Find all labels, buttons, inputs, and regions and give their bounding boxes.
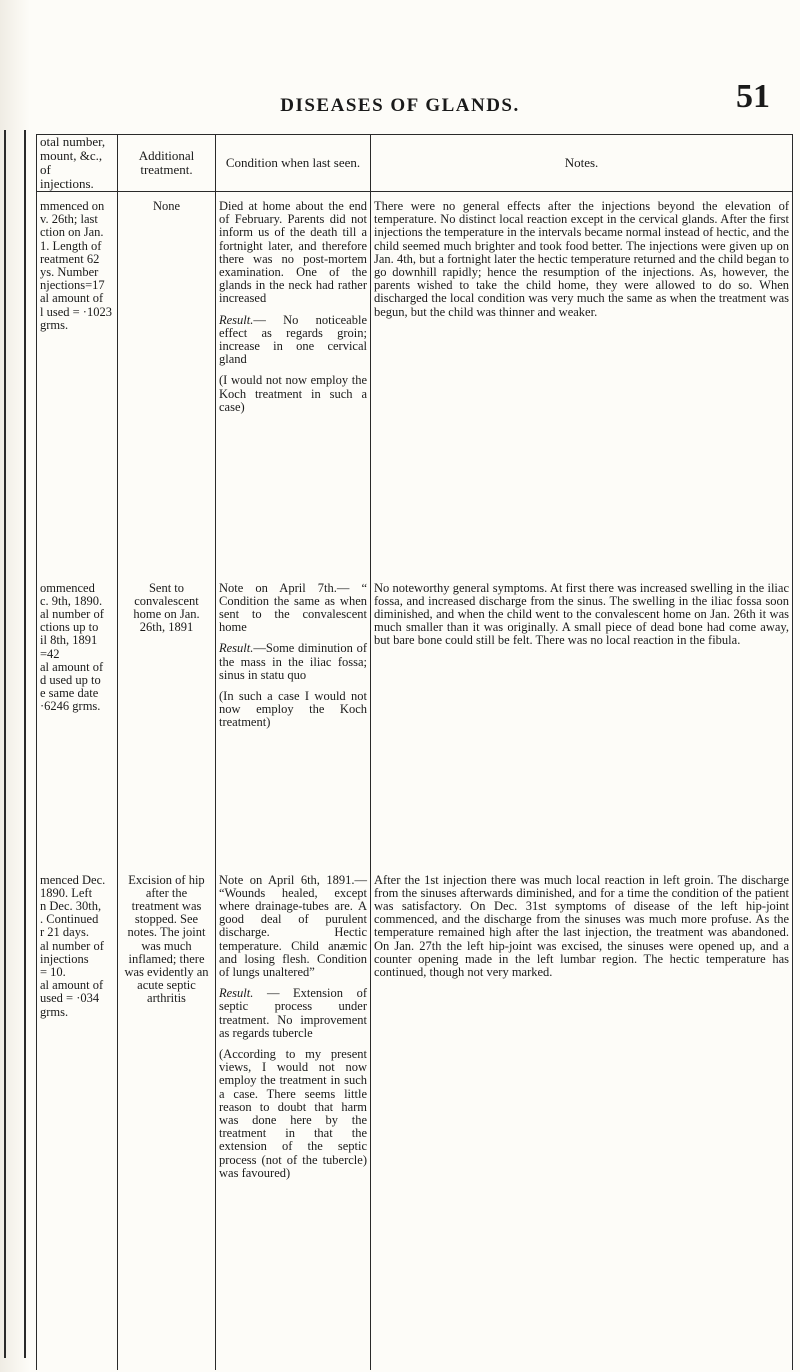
result-line	[219, 314, 367, 367]
header-injections: otal number, mount, &c., of injections.	[37, 135, 118, 192]
result-text: — Extension of septic process under treatment. No improvement as regards tubercle	[219, 986, 367, 1040]
filler-cell	[371, 1196, 793, 1371]
filler-cell	[216, 1196, 371, 1371]
cell-treatment	[118, 866, 216, 1196]
cell-condition	[216, 574, 371, 866]
cell-injections	[37, 574, 118, 866]
cell-condition	[216, 866, 371, 1196]
table-header-row	[37, 135, 793, 192]
case-table	[36, 134, 793, 1370]
injections-text: ommenced c. 9th, 1890. al number of ctions up to il 8th, 1891 =42 al amount of d used up to e same date ·6246 grms.	[40, 580, 104, 714]
case-table-wrapper	[36, 134, 792, 1370]
treatment-text: Excision of hip after the treatment was stopped. See notes. The joint was much inflamed; there was evidently an acute septic arthritis	[124, 872, 209, 1006]
author-note: (In such a case I would not now employ the Koch treatment)	[219, 688, 367, 730]
author-note: (According to my present views, I would not now employ the treatment in such a case. There seems little reason to doubt that harm was done here by the treatment in that the extension of the septic process (not of the tubercle) was favoured)	[219, 1046, 367, 1180]
cell-condition	[216, 192, 371, 574]
treatment-text: Sent to convalescent home on Jan. 26th, 1891	[133, 580, 200, 635]
filler-cell	[37, 1196, 118, 1371]
notes-text: After the 1st injection there was much local reaction in left groin. The discharge from the sinuses afterwards diminished, and for a time the condition of the patient was satisfactory. On Dec. 31st symptoms of disease of the left hip-joint commenced, and the discharge from the sinuses was much more profuse. As the temperature remained high after the last injection, the treatment was abandoned. On Jan. 27th the left hip-joint was excised, the sinuses were opened up, and a counter opening made in the left lumbar region. The hectic temperature has continued, though not very marked.	[374, 872, 789, 979]
table-row	[37, 574, 793, 866]
condition-text: Note on April 6th, 1891.— “Wounds healed, except where drainage-tubes are. A good deal of purulent discharge. Hectic temperature. Child anæmic and losing flesh. Condition of lungs unaltered”	[219, 872, 367, 979]
result-line	[219, 987, 367, 1040]
result-label: Result.	[219, 312, 254, 327]
author-note: (I would not now employ the Koch treatment in such a case)	[219, 373, 367, 414]
page-gutter	[0, 0, 30, 1372]
result-text: — No noticeable effect as regards groin; increase in one cervical gland	[219, 312, 367, 367]
injections-text: mmenced on v. 26th; last ction on Jan. 1. Length of reatment 62 ys. Number njections=17 al amount of l used = ·1023 grms.	[40, 199, 112, 332]
header-notes: Notes.	[371, 135, 793, 192]
notes-text: No noteworthy general symptoms. At first there was increased swelling in the iliac fossa, and increased discharge from the sinus. The swelling in the iliac fossa soon diminished, and when the child went to the convalescent home on Jan. 26th it was much smaller than it was originally. A small piece of dead bone had come away, but bare bone could still be felt. There was no local reaction in the fibula.	[374, 580, 789, 648]
treatment-text: None	[152, 199, 181, 213]
cell-notes	[371, 192, 793, 574]
result-line	[219, 642, 367, 682]
result-text: —Some diminution of the mass in the iliac fossa; sinus in statu quo	[219, 641, 367, 682]
condition-text: Died at home about the end of February. Parents did not inform us of the death till a fortnight later, and therefore there was no post-mortem examination. One of the glands in the neck had rather increased	[219, 199, 367, 306]
table-row	[37, 192, 793, 574]
cell-injections	[37, 866, 118, 1196]
table-row	[37, 866, 793, 1196]
header-additional-treatment: Additional treatment.	[118, 135, 216, 192]
cell-notes	[371, 866, 793, 1196]
condition-text: Note on April 7th.— “ Condition the same as when sent to the convalescent home	[219, 580, 367, 635]
notes-text: There were no general effects after the injections beyond the elevation of temperature. No distinct local reaction except in the cervical glands. After the first injections the temperature in the intervals became normal instead of hectic, and the child seemed much brighter and took food better. The injections were given up on Jan. 4th, but a fortnight later the hectic temperature returned and the child began to go downhill rapidly; hence the resumption of the injections. As, however, the parents wished to take the child home, they were allowed to do so. When discharged the local condition was very much the same as when the treatment was begun, but the child was thinner and weaker.	[374, 199, 789, 319]
cell-treatment	[118, 192, 216, 574]
running-title: DISEASES OF GLANDS.	[280, 95, 520, 116]
gutter-line	[4, 130, 6, 1358]
result-label: Result.	[219, 641, 254, 656]
cell-notes	[371, 574, 793, 866]
filler-cell	[118, 1196, 216, 1371]
gutter-line	[24, 130, 26, 1358]
page-header	[0, 0, 800, 120]
page-number: 51	[736, 78, 770, 115]
cell-treatment	[118, 574, 216, 866]
header-condition: Condition when last seen.	[216, 135, 371, 192]
table-filler-row	[37, 1196, 793, 1371]
cell-injections	[37, 192, 118, 574]
injections-text: menced Dec. 1890. Left n Dec. 30th, . Continued r 21 days. al number of injections = 10. al amount of used = ·034 grms.	[40, 872, 106, 1019]
result-label: Result.	[219, 986, 254, 1001]
